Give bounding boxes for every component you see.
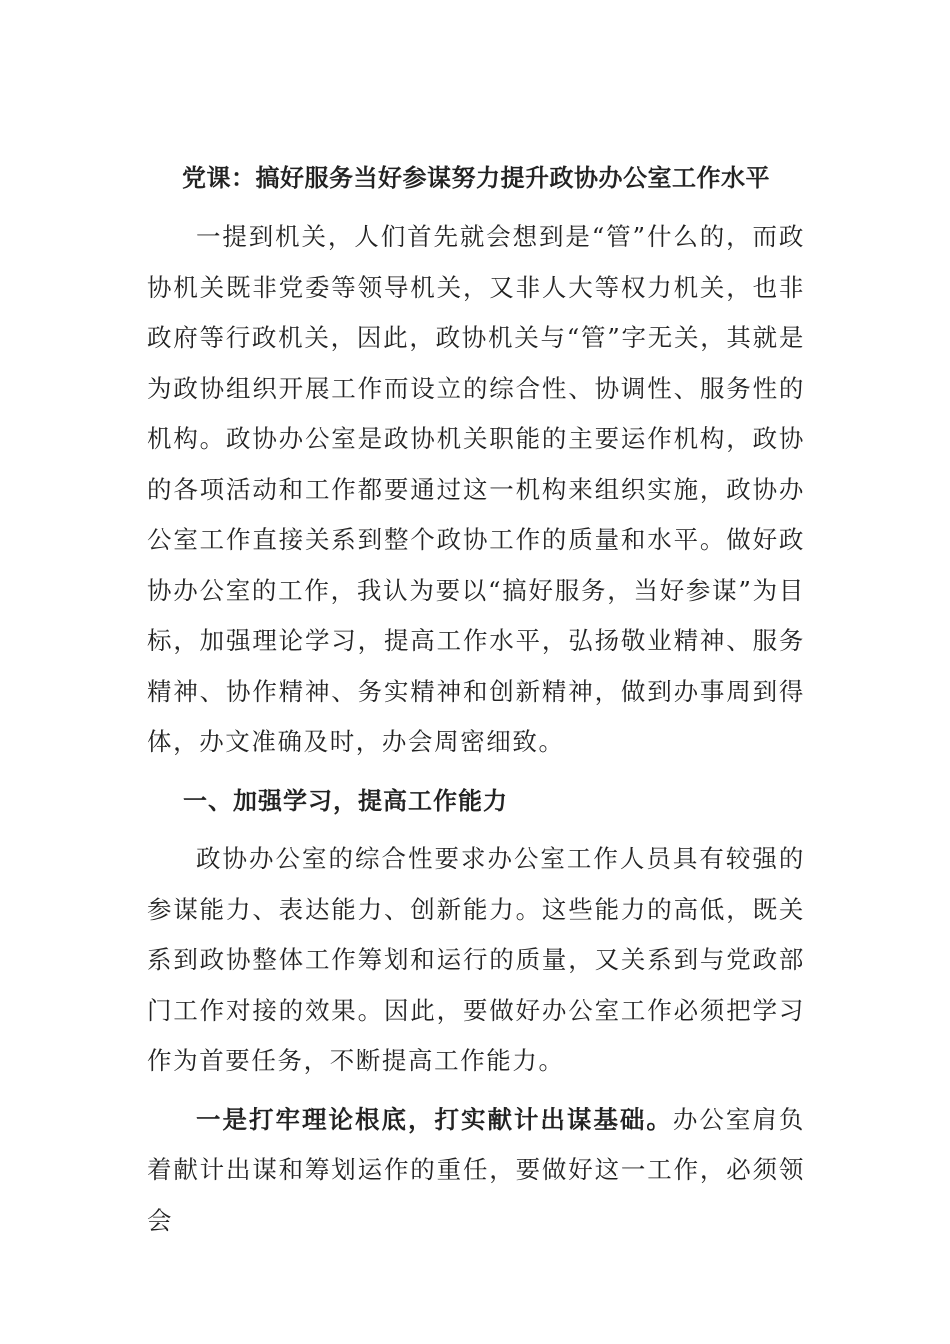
section-heading: 一、加强学习，提高工作能力 [183, 785, 508, 815]
document-title: 党课：搞好服务当好参谋努力提升政协办公室工作水平 [182, 163, 770, 192]
point-body-text: 办公室肩负着献计出谋和筹划运作的重任，要做好这一工作，必须领会 [147, 1104, 805, 1235]
document-body [147, 150, 805, 1246]
intro-paragraph: 一提到机关，人们首先就会想到是“管”什么的，而政协机关既非党委等领导机关，又非人大等权力机关，也非政府等行政机关，因此，政协机关与“管”字无关，其就是为政协组织开展工作而设立的综合性、协调性、服务性的机构。政协办公室是政协机关职能的主要运作机构，政协的各项活动和工作都要通过这一机构来组织实施，政协办公室工作直接关系到整个政协工作的质量和水平。做好政协办公室的工作，我认为要以“搞好服务，当好参谋”为目标，加强理论学习，提高工作水平，弘扬敬业精神、服务精神、协作精神、务实精神和创新精神，做到办事周到得体，办文准确及时，办会周密细致。 [147, 222, 805, 756]
point-paragraph [147, 1095, 805, 1247]
section-paragraph: 政协办公室的综合性要求办公室工作人员具有较强的参谋能力、表达能力、创新能力。这些能力的高低，既关系到政协整体工作筹划和运行的质量，又关系到与党政部门工作对接的效果。因此，要做好办公室工作必须把学习作为首要任务，不断提高工作能力。 [147, 844, 805, 1075]
point-lead-text: 一是打牢理论根底，打实献计出谋基础。 [196, 1104, 673, 1134]
